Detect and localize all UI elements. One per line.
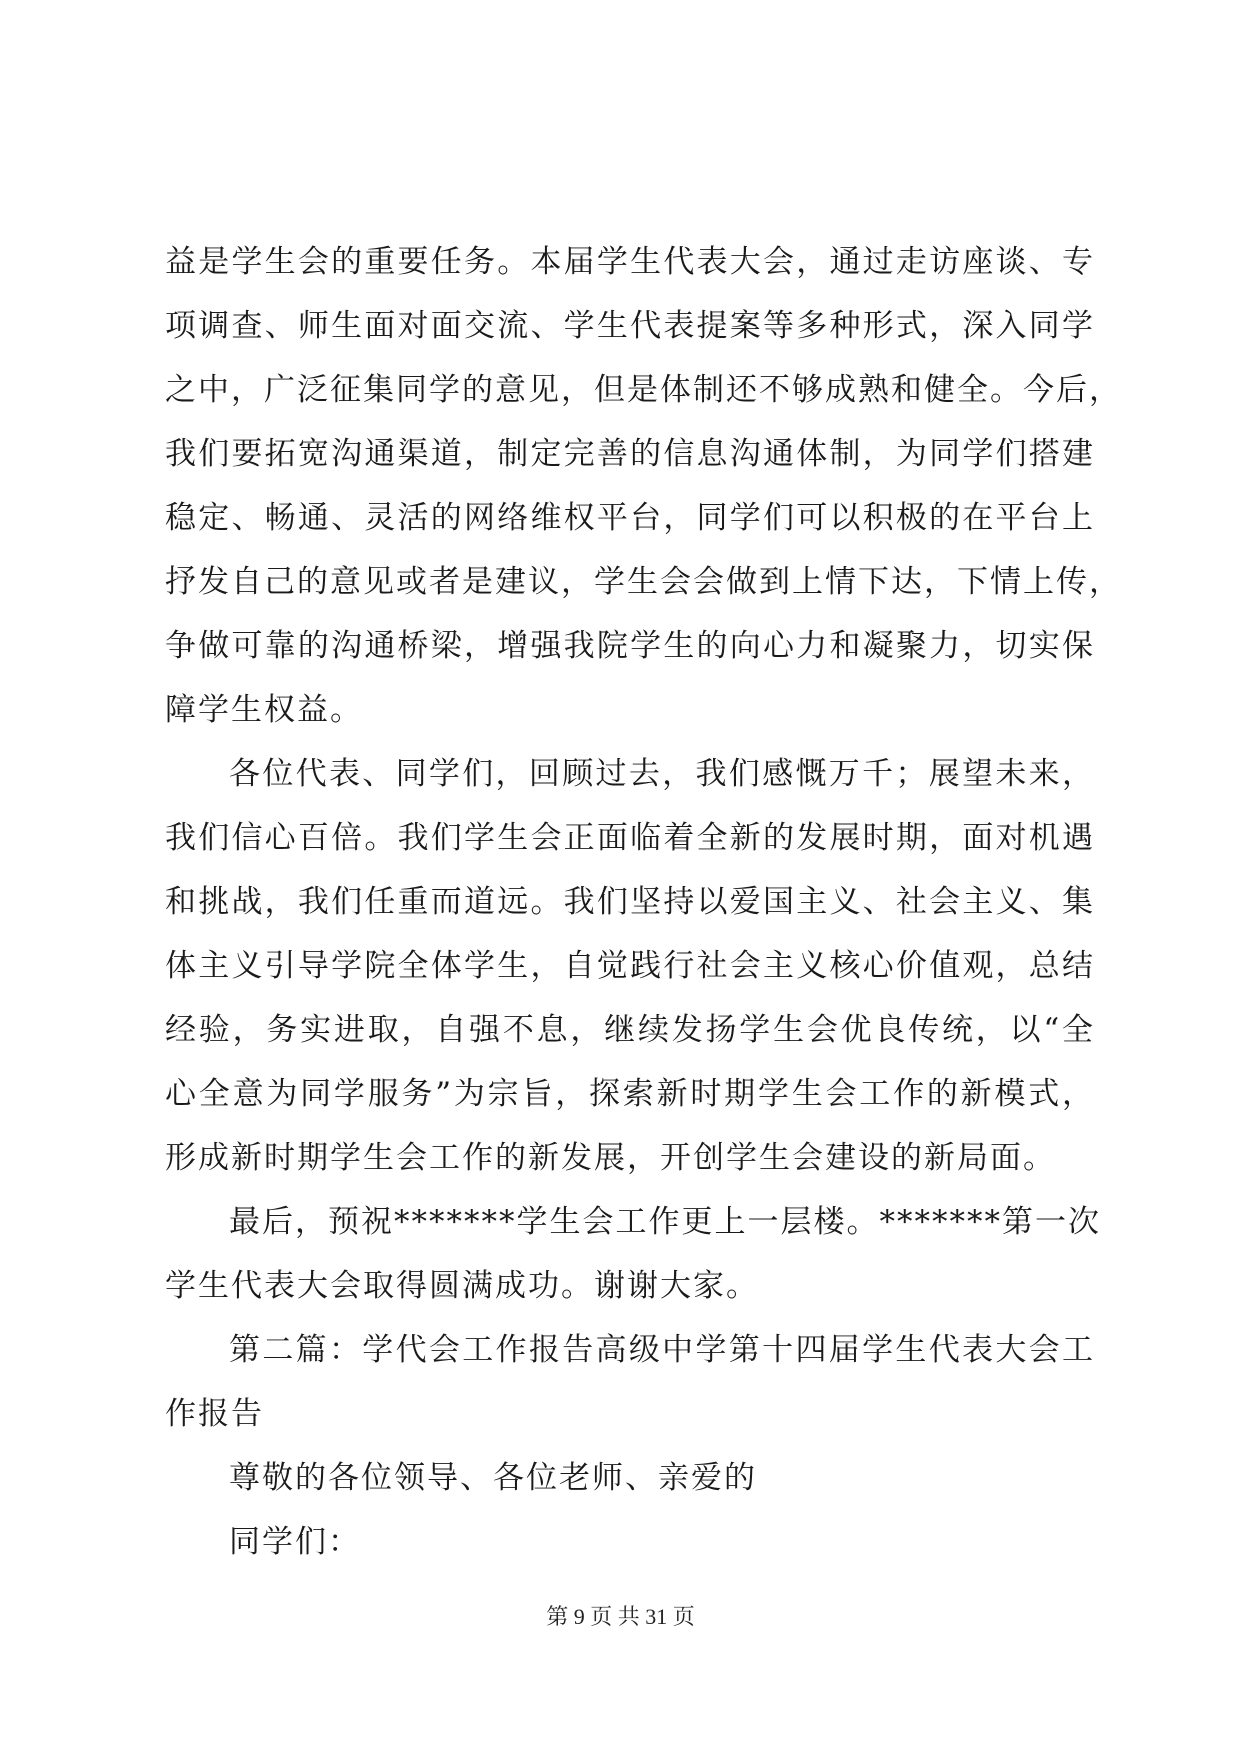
text-line: 稳定、畅通、灵活的网络维权平台，同学们可以积极的在平台上 <box>165 500 1095 536</box>
text-line: 经验，务实进取，自强不息，继续发扬学生会优良传统，以“全 <box>165 1012 1095 1048</box>
section-heading-line: 第二篇：学代会工作报告高级中学第十四届学生代表大会工 <box>229 1332 1095 1368</box>
document-body <box>165 230 1122 1574</box>
paragraph-start-line: 各位代表、同学们，回顾过去，我们感慨万千；展望未来， <box>229 756 1095 792</box>
text-line: 学生代表大会取得圆满成功。谢谢大家。 <box>165 1268 759 1304</box>
text-line: 争做可靠的沟通桥梁，增强我院学生的向心力和凝聚力，切实保 <box>165 628 1095 664</box>
text-line: 体主义引导学院全体学生，自觉践行社会主义核心价值观，总结 <box>165 948 1095 984</box>
text-line: 抒发自己的意见或者是建议，学生会会做到上情下达，下情上传， <box>165 564 1122 600</box>
text-line: 和挑战，我们任重而道远。我们坚持以爱国主义、社会主义、集 <box>165 884 1095 920</box>
text-line: 之中，广泛征集同学的意见，但是体制还不够成熟和健全。今后， <box>165 372 1122 408</box>
paragraph-start-line: 最后，预祝*******学生会工作更上一层楼。*******第一次 <box>229 1204 1101 1240</box>
section-heading-line: 作报告 <box>165 1396 264 1432</box>
text-line: 我们要拓宽沟通渠道，制定完善的信息沟通体制，为同学们搭建 <box>165 436 1095 472</box>
page-footer: 第 9 页 共 31 页 <box>546 1604 695 1629</box>
text-line: 我们信心百倍。我们学生会正面临着全新的发展时期，面对机遇 <box>165 820 1095 856</box>
text-line: 益是学生会的重要任务。本届学生代表大会，通过走访座谈、专 <box>165 244 1095 280</box>
text-line: 形成新时期学生会工作的新发展，开创学生会建设的新局面。 <box>165 1140 1056 1176</box>
text-line: 心全意为同学服务”为宗旨，探索新时期学生会工作的新模式， <box>165 1076 1095 1112</box>
text-line: 障学生权益。 <box>165 692 363 728</box>
salutation-line: 同学们： <box>229 1524 361 1560</box>
salutation-line: 尊敬的各位领导、各位老师、亲爱的 <box>229 1460 757 1496</box>
text-line: 项调查、师生面对面交流、学生代表提案等多种形式，深入同学 <box>165 308 1095 344</box>
